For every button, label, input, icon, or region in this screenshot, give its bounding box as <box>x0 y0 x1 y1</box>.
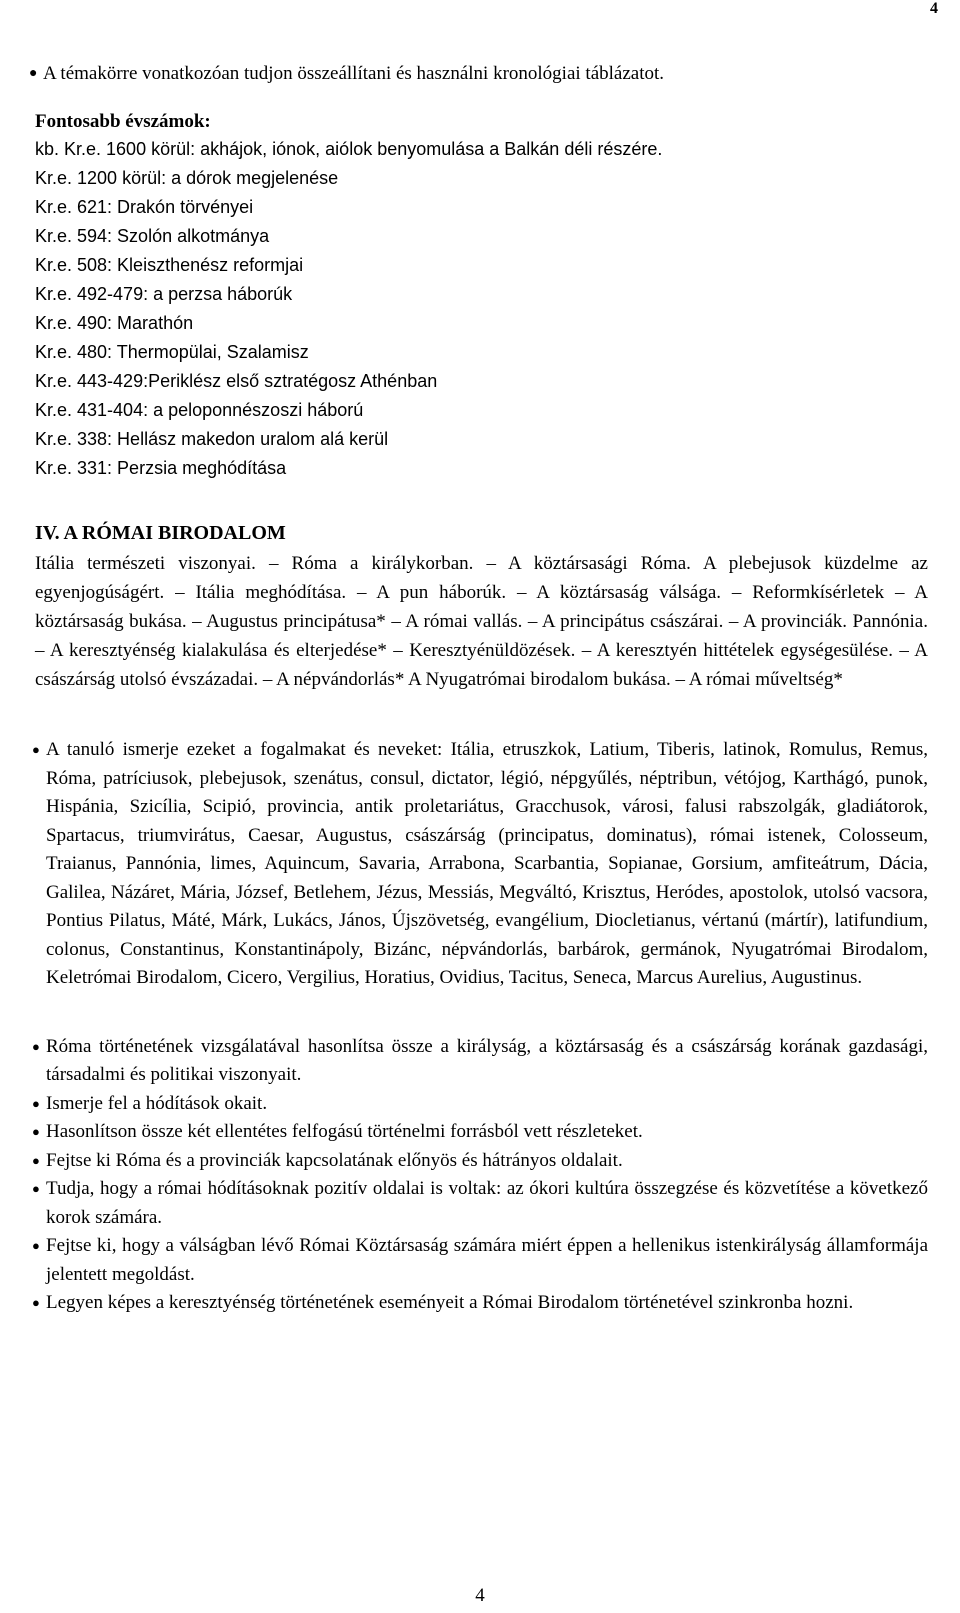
intro-bullet-text: A témakörre vonatkozóan tudjon összeállítani és használni kronológiai táblázatot. <box>43 63 665 84</box>
bullet-icon: ● <box>29 66 38 81</box>
bullet-icon: ● <box>32 1295 40 1310</box>
bullet-icon: ● <box>32 1124 40 1139</box>
goal-text: Fejtse ki Róma és a provinciák kapcsolatának előnyös és hátrányos oldalait. <box>46 1149 623 1171</box>
date-row: Kr.e. 431-404: a peloponnészoszi háború <box>35 400 364 420</box>
bullet-icon: ● <box>32 1181 40 1196</box>
page-number-bottom: 4 <box>475 1585 485 1606</box>
list-item <box>32 736 928 993</box>
goal-text: Tudja, hogy a római hódításoknak pozitív oldalai is voltak: az ókori kultúra összegzése és közvetítése a következő korok számára. <box>46 1178 928 1228</box>
goal-text: Fejtse ki, hogy a válságban lévő Római Köztársaság számára miért éppen a hellenikus istenkirályság államformája jelentett megoldást. <box>46 1235 928 1285</box>
date-row: Kr.e. 492-479: a perzsa háborúk <box>35 284 293 304</box>
date-row: Kr.e. 594: Szolón alkotmánya <box>35 226 270 246</box>
list-item <box>32 1118 928 1147</box>
dates-title: Fontosabb évszámok: <box>35 111 211 132</box>
bullet-icon: ● <box>32 742 40 757</box>
goal-text: Legyen képes a keresztyénség történetének eseményeit a Római Birodalom történetével szinkronba hozni. <box>46 1292 854 1313</box>
intro-bullet <box>29 62 928 86</box>
list-item <box>32 1175 928 1232</box>
list-item <box>32 1090 928 1119</box>
goals-list <box>32 1033 928 1318</box>
list-item <box>32 1147 928 1176</box>
date-row: Kr.e. 1200 körül: a dórok megjelenése <box>35 168 339 188</box>
section-text: Itália természeti viszonyai. – Róma a királykorban. – A köztársasági Róma. A plebejusok küzdelme az egyenjogúságért. – Itália meghódítása. – A pun háborúk. – A köztársaság válsága. – Reformkísérletek – A köztársaság bukása. – Augustus principátusa* – A római vallás. – A principátus császárai. – A provinciák. Pannónia. – A keresztyénség kialakulása és elterjedése* – Keresztyénüldözések. – A keresztyén hittételek egységesülése. – A császárság utolsó évszázadai. – A népvándorlás* A Nyugatrómai birodalom bukása. – A római műveltség* <box>35 553 928 690</box>
goal-text: Róma történetének vizsgálatával hasonlítsa össze a királyság, a köztársaság és a császárság korának gazdasági, társadalmi és politikai viszonyait. <box>46 1035 928 1085</box>
list-item <box>32 1033 928 1090</box>
date-row: Kr.e. 621: Drakón törvényei <box>35 197 254 217</box>
goal-text: Hasonlítson össze két ellentétes felfogású történelmi forrásból vett részleteket. <box>46 1121 643 1142</box>
dates-list <box>35 135 928 483</box>
date-row: Kr.e. 443-429:Periklész első sztratégosz Athénban <box>35 371 438 391</box>
date-row: Kr.e. 338: Hellász makedon uralom alá kerül <box>35 429 389 449</box>
date-row: Kr.e. 490: Marathón <box>35 313 194 333</box>
list-item <box>32 1289 928 1318</box>
bullet-icon: ● <box>32 1152 40 1168</box>
date-row: Kr.e. 508: Kleiszthenész reformjai <box>35 255 304 275</box>
list-item <box>32 1232 928 1289</box>
bullet-icon: ● <box>32 1038 40 1054</box>
document-body <box>29 62 928 1318</box>
page-number-top: 4 <box>930 0 938 17</box>
date-row: Kr.e. 480: Thermopülai, Szalamisz <box>35 342 309 362</box>
date-row: Kr.e. 331: Perzsia meghódítása <box>35 458 287 478</box>
section-heading: IV. A RÓMAI BIRODALOM <box>35 522 286 544</box>
concepts-list <box>32 736 928 993</box>
concepts-text: A tanuló ismerje ezeket a fogalmakat és neveket: Itália, etruszkok, Latium, Tiberis, latinok, Romulus, Remus, Róma, patríciusok, plebejusok, szenátus, consul, dictator, légió, népgyűlés, néptribun, vétójog, Karthágó, punok, Hispánia, Szicília, Scipió, provincia, antik proletariátus, Gracchusok, városi, falusi rabszolgák, gladiátorok, Spartacus, triumvirátus, Caesar, Augustus, császárság (principatus, dominatus), római istenek, Colosseum, Traianus, Pannónia, limes, Aquincum, Savaria, Arrabona, Scarbantia, Sopianae, Gorsium, amfiteátrum, Dácia, Galilea, Názáret, Mária, József, Betlehem, Jézus, Messiás, Megváltó, Krisztus, Heródes, apostolok, utolsó vacsora, Pontius Pilatus, Máté, Márk, Lukács, János, Újszövetség, evangélium, Diocletianus, vértanú (mártír), latifundium, colonus, Constantinus, Konstantinápoly, Bizánc, népvándorlás, barbárok, germánok, Nyugatrómai Birodalom, Keletrómai Birodalom, Cicero, Vergilius, Horatius, Ovidius, Tacitus, Seneca, Marcus Aurelius, Augustinus. <box>46 739 928 988</box>
bullet-icon: ● <box>32 1095 40 1111</box>
bullet-icon: ● <box>32 1238 40 1253</box>
goal-text: Ismerje fel a hódítások okait. <box>46 1092 268 1114</box>
date-row: kb. Kr.e. 1600 körül: akhájok, iónok, aiólok benyomulása a Balkán déli részére. <box>35 139 663 159</box>
